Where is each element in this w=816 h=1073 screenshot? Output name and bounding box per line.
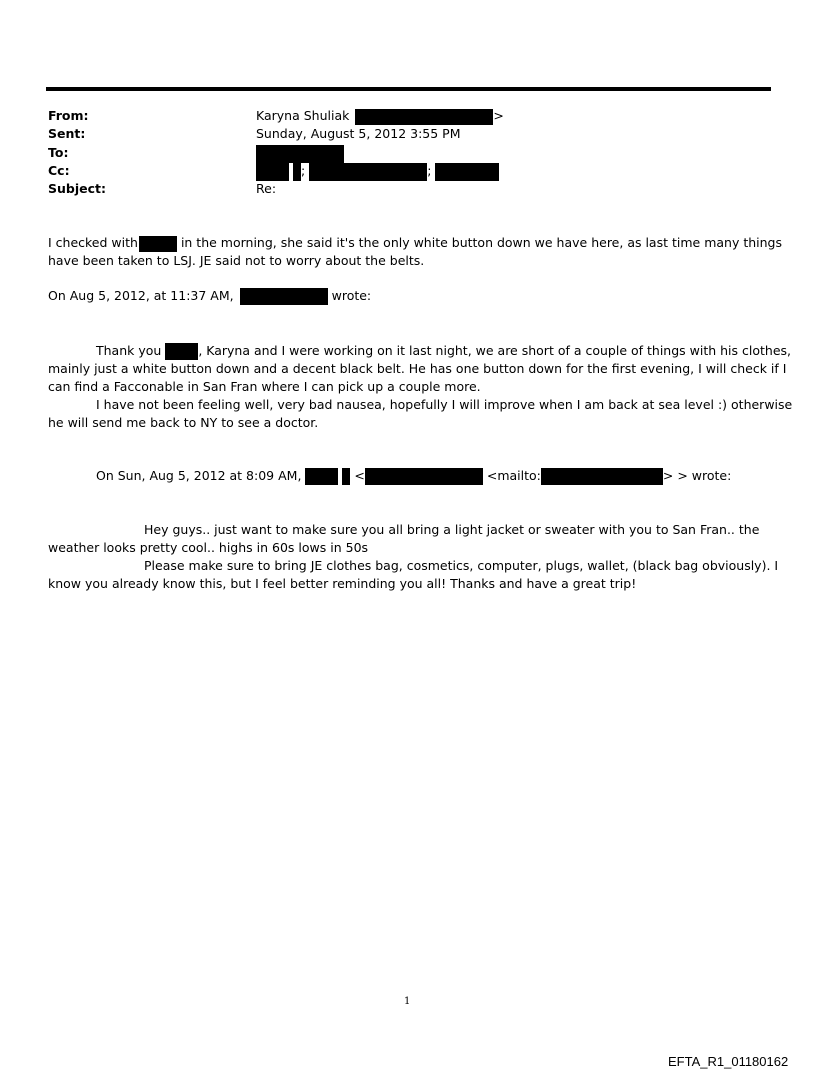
subject-value: Re: [256,181,277,196]
subject-label: Subject: [48,181,106,196]
redaction-block [139,236,177,252]
quote-header [96,467,731,485]
from-name: Karyna Shuliak [256,108,350,123]
body-line: know you already know this, but I feel better reminding you all! Thanks and have a great trip! [48,576,637,591]
page-number: 1 [404,996,411,1007]
redaction-block [435,163,499,181]
body-line: have been taken to LSJ. JE said not to worry about the belts. [48,253,425,268]
redaction-block [355,109,493,125]
from-value [256,107,504,125]
body-line: Hey guys.. just want to make sure you all bring a light jacket or sweater with you to San Fran.. the [144,522,760,537]
redaction-block [165,343,198,360]
redaction-block [293,163,301,181]
from-label: From: [48,108,89,123]
redaction-block [342,468,350,485]
body-line: weather looks pretty cool.. highs in 60s lows in 50s [48,540,369,555]
sent-label: Sent: [48,126,86,141]
body-line: Please make sure to bring JE clothes bag, cosmetics, computer, plugs, wallet, (black bag obviously). I [144,558,779,573]
quote-header [48,287,371,305]
body-text: <mailto: [486,468,541,483]
cc-separator: ; [427,163,432,178]
body-text: wrote: [331,288,372,303]
body-text: On Aug 5, 2012, at 11:37 AM, [48,288,234,303]
body-line [96,342,791,360]
body-text: I checked with [48,235,138,250]
redaction-block [240,288,328,305]
header-divider [46,87,771,91]
body-line: can find a Facconable in San Fran where I can pick up a couple more. [48,379,481,394]
document-id: EFTA_R1_01180162 [668,1054,789,1069]
body-line: mainly just a white button down and a decent black belt. He has one button down for the first evening, I will check if I [48,361,787,376]
body-line [48,234,782,252]
to-value [256,144,344,163]
body-text: , Karyna and I were working on it last night, we are short of a couple of things with his clothes, [198,343,792,358]
cc-label: Cc: [48,163,70,178]
body-line: I have not been feeling well, very bad nausea, hopefully I will improve when I am back at sea level :) otherwise [96,397,793,412]
from-close: > [493,108,504,123]
redaction-block [305,468,338,485]
body-text: > > wrote: [662,468,732,483]
to-label: To: [48,145,69,160]
body-text: in the morning, she said it's the only white button down we have here, as last time many things [180,235,782,250]
body-text: On Sun, Aug 5, 2012 at 8:09 AM, [96,468,302,483]
cc-value [256,162,499,181]
body-text: < [354,468,365,483]
redaction-block [541,468,663,485]
cc-separator: ; [300,163,306,178]
redaction-block [365,468,483,485]
redaction-block [256,145,344,163]
redaction-block [256,163,289,181]
body-text: Thank you [96,343,162,358]
body-line: he will send me back to NY to see a doctor. [48,415,319,430]
sent-value: Sunday, August 5, 2012 3:55 PM [256,126,461,141]
redaction-block [309,163,427,181]
